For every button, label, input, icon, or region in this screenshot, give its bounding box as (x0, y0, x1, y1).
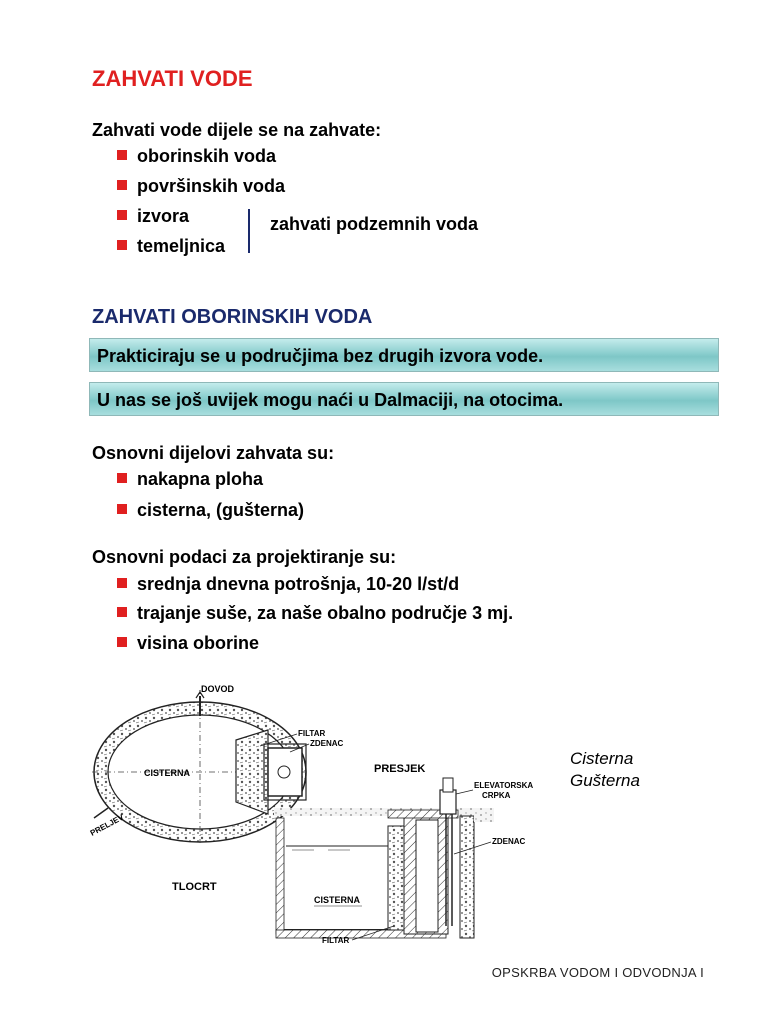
label-crpka: CRPKA (482, 791, 511, 800)
bullet-icon (117, 473, 127, 483)
cistern-diagram (88, 668, 558, 954)
brace-label: zahvati podzemnih voda (270, 214, 479, 234)
list-item (117, 236, 225, 257)
figure-caption-gusterna: Gušterna (570, 771, 640, 790)
bullet-icon (117, 607, 127, 617)
list-item-label: oborinskih voda (137, 146, 277, 166)
highlight-band-2: U nas se još uvijek mogu naći u Dalmaciji, na otocima. (89, 382, 719, 416)
brace-line (248, 209, 250, 253)
data-title: Osnovni podaci za projektiranje su: (92, 547, 397, 567)
bullet-icon (117, 150, 127, 160)
list-item (117, 206, 189, 227)
list-item-label: nakapna ploha (137, 469, 264, 489)
figure-caption-cisterna: Cisterna (570, 749, 634, 768)
page-footer: OPSKRBA VODOM I ODVODNJA I (491, 965, 704, 980)
label-elevatorska: ELEVATORSKA (474, 781, 534, 790)
section-title-oborinske: ZAHVATI OBORINSKIH VODA (92, 306, 373, 328)
bullet-icon (117, 578, 127, 588)
list-item-label: temeljnica (137, 236, 226, 256)
list-item-label: trajanje suše, za naše obalno područje 3 mj. (137, 603, 514, 623)
list-item (117, 176, 285, 197)
list-item (117, 500, 304, 521)
list-item-label: cisterna, (gušterna) (137, 500, 305, 520)
label-cisterna-plan: CISTERNA (144, 768, 191, 778)
list-item (117, 469, 263, 490)
label-cisterna-section: CISTERNA (314, 895, 361, 905)
section-title-zahvati-vode: ZAHVATI VODE (92, 66, 253, 91)
bullet-icon (117, 637, 127, 647)
intro-text: Zahvati vode dijele se na zahvate: (92, 120, 382, 140)
label-filtar-section: FILTAR (322, 936, 350, 945)
list-item-label: površinskih voda (137, 176, 286, 196)
list-item-label: izvora (137, 206, 190, 226)
label-tlocrt: TLOCRT (172, 881, 217, 893)
list-item-label: srednja dnevna potrošnja, 10-20 l/st/d (137, 574, 460, 594)
list-item (117, 574, 459, 595)
list-item (117, 146, 276, 167)
label-zdenac-section: ZDENAC (492, 837, 526, 846)
bullet-icon (117, 180, 127, 190)
label-prelijev: PRELJEV (88, 812, 126, 838)
section-view (274, 778, 494, 938)
bullet-icon (117, 210, 127, 220)
bullet-icon (117, 504, 127, 514)
label-dovod: DOVOD (201, 684, 235, 694)
parts-title: Osnovni dijelovi zahvata su: (92, 443, 335, 463)
list-item (117, 633, 259, 654)
highlight-band-1: Prakticiraju se u područjima bez drugih izvora vode. (89, 338, 719, 372)
list-item-label: visina oborine (137, 633, 260, 653)
label-presjek: PRESJEK (374, 763, 426, 775)
bullet-icon (117, 240, 127, 250)
label-zdenac: ZDENAC (310, 739, 344, 748)
list-item (117, 603, 513, 624)
label-filtar: FILTAR (298, 729, 326, 738)
